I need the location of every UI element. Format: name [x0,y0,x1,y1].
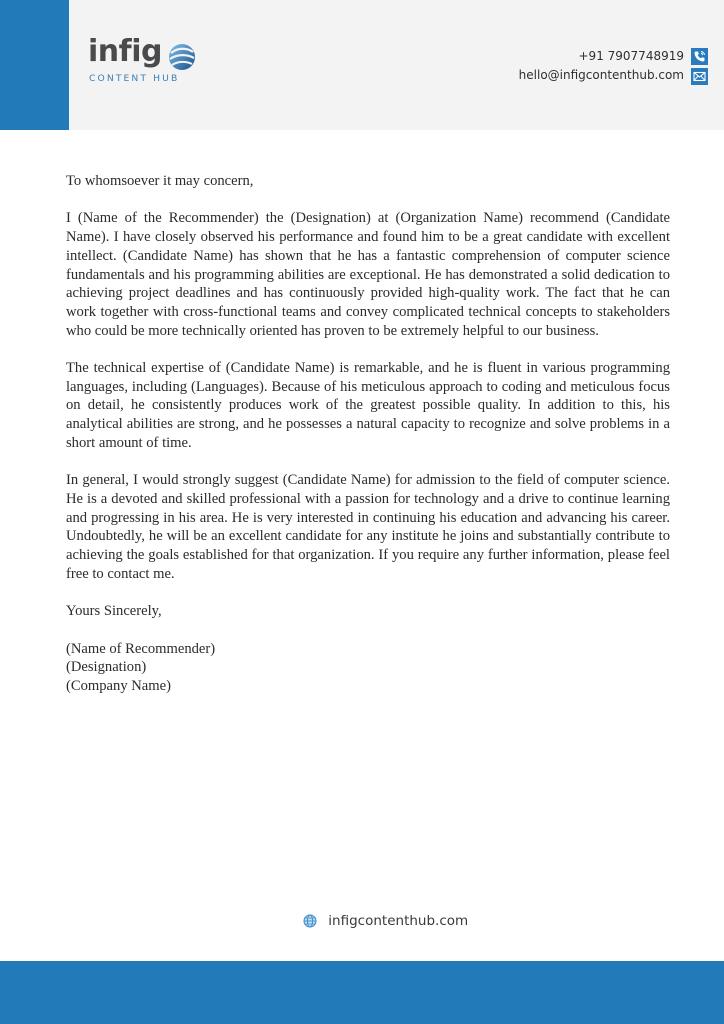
paragraph-technical-expertise: The technical expertise of (Candidate Name) is remarkable, and he is fluent in various programming languages, including (Languages). Because of his meticulous approach to coding and meticulous focus on detail, he consistently produces work of the greatest possible quality. In addition to this, his analytical abilities are strong, and he possesses a natural capacity to recognize and solve problems in a short amount of time. [66,360,670,451]
phone-row [519,47,684,66]
signature-designation: (Designation) [66,659,147,676]
signature-block [66,640,670,696]
globe-icon [303,914,317,932]
salutation: To whomsoever it may concern, [66,173,254,189]
email-address[interactable]: hello@infigcontenthub.com [518,68,684,82]
email-row [519,66,684,85]
letter-body [66,172,670,696]
signature-name: (Name of Recommender) [66,640,216,657]
signature-company: (Company Name) [66,677,171,694]
company-logo [86,34,206,90]
footer-accent-bar [0,961,724,1024]
logo-wordmark: infig [88,34,162,69]
website-link[interactable] [303,913,468,932]
phone-number[interactable]: +91 7907748919 [578,49,684,63]
globe-swirl-icon [168,43,196,71]
mail-icon [691,68,708,85]
logo-tagline: CONTENT HUB [89,73,180,84]
letterhead-header [0,0,724,130]
website-url[interactable]: infigcontenthub.com [328,913,469,929]
paragraph-recommendation: In general, I would strongly suggest (Candidate Name) for admission to the field of computer science. He is a devoted and skilled professional with a passion for technology and a drive to continue learning and progressing in his area. He is very interested in continuing his education and advancing his career. Undoubtedly, he will be an excellent candidate for any institute he joins and substantially contribute to achieving the goals established for that organization. If you require any further information, please feel free to contact me. [66,472,670,582]
paragraph-introduction: I (Name of the Recommender) the (Designation) at (Organization Name) recommend (Candidate Name). I have closely observed his performance and found him to be a great candidate with excellent intellect. (Candidate Name) has shown that he has a fantastic comprehension of computer science fundamentals and his programming abilities are exceptional. He has demonstrated a solid dedication to achieving project deadlines and has continuously provided high-quality work. The fact that he can work together with cross-functional teams and convey complicated technical concepts to stakeholders who could be more technically oriented has proven to be extremely helpful to our business. [66,210,670,339]
contact-info [519,47,684,85]
header-accent-bar [0,0,69,130]
phone-icon [691,48,708,65]
closing: Yours Sincerely, [66,603,162,620]
